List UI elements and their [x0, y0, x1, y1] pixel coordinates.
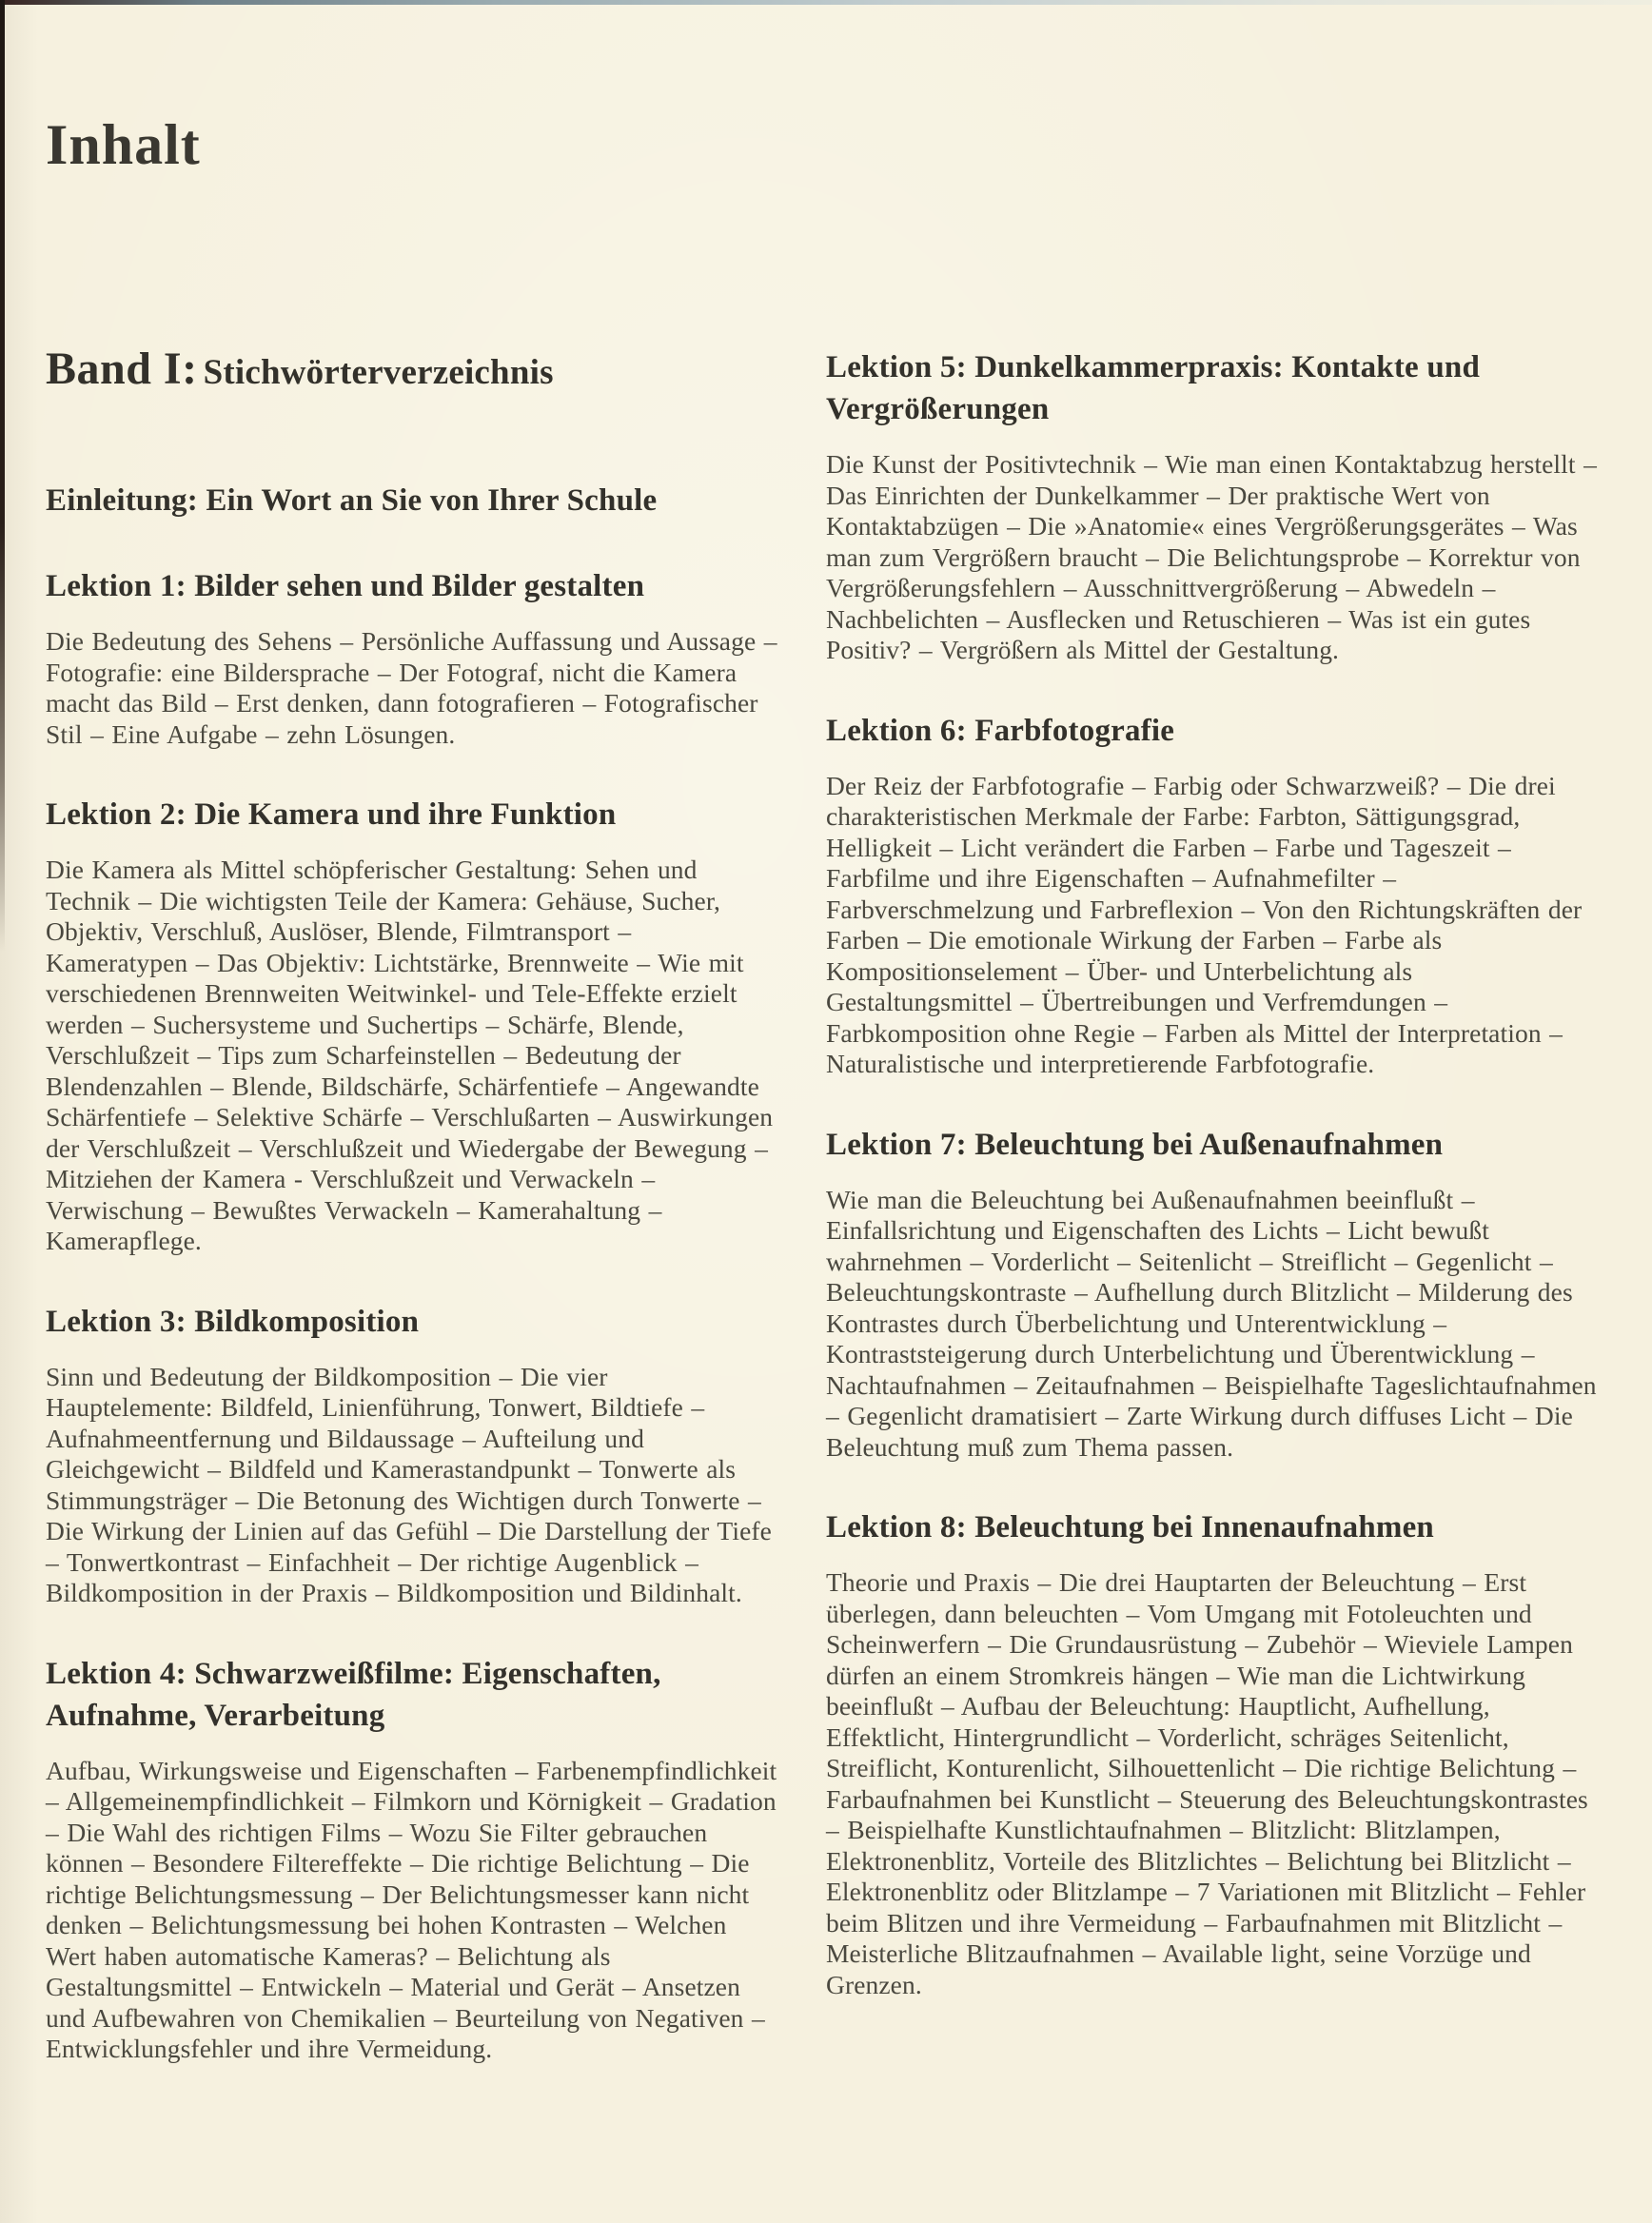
section-heading: Lektion 8: Beleuchtung bei Innenaufnahmen	[826, 1510, 1434, 1544]
section-body: Die Kunst der Positivtechnik – Wie man einen Kontaktabzug herstellt – Das Einrichten der Dunkelkammer – Der praktische Wert von Kontaktabzügen – Die »Anatomie« eines Vergrößerungsgerätes – Was man zum Vergrößern braucht – Die Belichtungsprobe – Korrektur von Vergrößerungsfehlern – Ausschnittvergrößerung – Abwedeln – Nachbelichten – Ausflecken und Retuschieren – Was ist ein gutes Positiv? – Vergrößern als Mittel der Gestaltung.	[826, 449, 1597, 664]
scan-top-edge	[0, 0, 1652, 5]
section-heading: Lektion 4: Schwarzweißfilme: Eigenschaften, Aufnahme, Verarbeitung	[46, 1656, 661, 1733]
right-column	[826, 346, 1601, 2065]
section-body: Die Kamera als Mittel schöpferischer Gestaltung: Sehen und Technik – Die wichtigsten Teile der Kamera: Gehäuse, Sucher, Objektiv, Verschluß, Auslöser, Blende, Filmtransport – Kameratypen – Das Objektiv: Lichtstärke, Brennweite – Wie mit verschiedenen Brennweiten Weitwinkel- und Tele-Effekte erzielt werden – Suchersysteme und Suchertips – Schärfe, Blende, Verschlußzeit – Tips zum Scharfeinstellen – Bedeutung der Blendenzahlen – Blende, Bildschärfe, Schärfentiefe – Angewandte Schärfentiefe – Selektive Schärfe – Verschlußarten – Auswirkungen der Verschlußzeit – Verschlußzeit und Wiedergabe der Bewegung – Mitziehen der Kamera - Verschlußzeit und Verwackeln – Verwischung – Bewußtes Verwackeln – Kamerahaltung – Kamerapflege.	[46, 855, 774, 1255]
band-number: Band I:	[46, 344, 198, 394]
section-heading: Lektion 2: Die Kamera und ihre Funktion	[46, 797, 617, 832]
band-subtitle: Stichwörterverzeichnis	[203, 353, 554, 392]
section-lektion-8	[826, 1506, 1601, 2000]
section-body: Theorie und Praxis – Die drei Hauptarten der Beleuchtung – Erst überlegen, dann beleuchten – Vom Umgang mit Fotoleuchten und Scheinwerfern – Die Grundausrüstung – Zubehör – Wieviele Lampen dürfen an einem Stromkreis hängen – Wie man die Lichtwirkung beeinflußt – Aufbau der Beleuchtung: Hauptlicht, Aufhellung, Effektlicht, Hintergrundlicht – Vorderlicht, schräges Seitenlicht, Streiflicht, Konturenlicht, Silhouettenlicht – Die richtige Belichtung – Farbaufnahmen bei Kunstlicht – Steuerung des Beleuchtungskontrastes – Beispielhafte Kunstlichtaufnahmen – Blitzlicht: Blitzlampen, Elektronenblitz, Vorteile des Blitzlichtes – Belichtung bei Blitzlicht – Elektronenblitz oder Blitzlampe – 7 Variationen mit Blitzlicht – Fehler beim Blitzen und ihre Vermeidung – Farbaufnahmen mit Blitzlicht – Meisterliche Blitzaufnahmen – Available light, seine Vorzüge und Grenzen.	[826, 1567, 1588, 1999]
section-lektion-2	[46, 794, 780, 1257]
scan-left-gutter	[0, 0, 5, 952]
section-heading: Einleitung: Ein Wort an Sie von Ihrer Schule	[46, 483, 658, 518]
band-heading	[46, 346, 780, 392]
section-body: Der Reiz der Farbfotografie – Farbig oder Schwarzweiß? – Die drei charakteristischen Merkmale der Farbe: Farbton, Sättigungsgrad, Helligkeit – Licht verändert die Farben – Farbe und Tageszeit – Farbfilme und ihre Eigenschaften – Aufnahmefilter – Farbverschmelzung und Farbreflexion – Von den Richtungskräften der Farben – Die emotionale Wirkung der Farben – Farbe als Kompositionselement – Über- und Unterbelichtung als Gestaltungsmittel – Übertreibungen und Verfremdungen – Farbkomposition ohne Regie – Farben als Mittel der Interpretation – Naturalistische und interpretierende Farbfotografie.	[826, 770, 1583, 1078]
section-heading: Lektion 7: Beleuchtung bei Außenaufnahmen	[826, 1127, 1444, 1162]
page-title: Inhalt	[46, 113, 201, 176]
section-einleitung	[46, 480, 780, 521]
section-body: Wie man die Beleuchtung bei Außenaufnahmen beeinflußt – Einfallsrichtung und Eigenschaften des Lichts – Licht bewußt wahrnehmen – Vorderlicht – Seitenlicht – Streiflicht – Gegenlicht – Beleuchtungskontraste – Aufhellung durch Blitzlicht – Milderung des Kontrastes durch Überbelichtung und Unterentwicklung – Kontraststeigerung durch Unterbelichtung und Überentwicklung – Nachtaufnahmen – Zeitaufnahmen – Beispielhafte Tageslichtaufnahmen – Gegenlicht dramatisiert – Zarte Wirkung durch diffuses Licht – Die Beleuchtung muß zum Thema passen.	[826, 1184, 1597, 1462]
section-lektion-7	[826, 1124, 1601, 1464]
section-lektion-4	[46, 1653, 780, 2065]
section-heading: Lektion 1: Bilder sehen und Bilder gestalten	[46, 569, 645, 603]
section-heading: Lektion 5: Dunkelkammerpraxis: Kontakte und Vergrößerungen	[826, 350, 1481, 426]
section-body: Die Bedeutung des Sehens – Persönliche Auffassung und Aussage – Fotografie: eine Bildersprache – Der Fotograf, nicht die Kamera macht das Bild – Erst denken, dann fotografieren – Fotografischer Stil – Eine Aufgabe – zehn Lösungen.	[46, 626, 777, 749]
section-heading: Lektion 3: Bildkomposition	[46, 1304, 420, 1339]
section-lektion-3	[46, 1301, 780, 1609]
section-heading: Lektion 6: Farbfotografie	[826, 713, 1175, 748]
section-lektion-5	[826, 346, 1601, 666]
left-column	[46, 346, 780, 2065]
section-lektion-6	[826, 710, 1601, 1080]
section-body: Sinn und Bedeutung der Bildkomposition – Die vier Hauptelemente: Bildfeld, Linienführung, Tonwert, Bildtiefe – Aufnahmeentfernung und Bildaussage – Aufteilung und Gleichgewicht – Bildfeld und Kamerastandpunkt – Tonwerte als Stimmungsträger – Die Betonung des Wichtigen durch Tonwerte – Die Wirkung der Linien auf das Gefühl – Die Darstellung der Tiefe – Tonwertkontrast – Einfachheit – Der richtige Augenblick – Bildkomposition in der Praxis – Bildkomposition und Bildinhalt.	[46, 1361, 772, 1607]
section-lektion-1	[46, 565, 780, 750]
toc-columns	[46, 344, 1597, 2065]
section-body: Aufbau, Wirkungsweise und Eigenschaften – Farbenempfindlichkeit – Allgemeinempfindlichkeit – Filmkorn und Körnigkeit – Gradation – Die Wahl des richtigen Films – Wozu Sie Filter gebrauchen können – Besondere Filtereffekte – Die richtige Belichtung – Die richtige Belichtungsmessung – Der Belichtungsmesser kann nicht denken – Belichtungsmessung bei hohen Kontrasten – Welchen Wert haben automatische Kameras? – Belichtung als Gestaltungsmittel – Entwickeln – Material und Gerät – Ansetzen und Aufbewahren von Chemikalien – Beurteilung von Negativen – Entwicklungsfehler und ihre Vermeidung.	[46, 1755, 777, 2063]
